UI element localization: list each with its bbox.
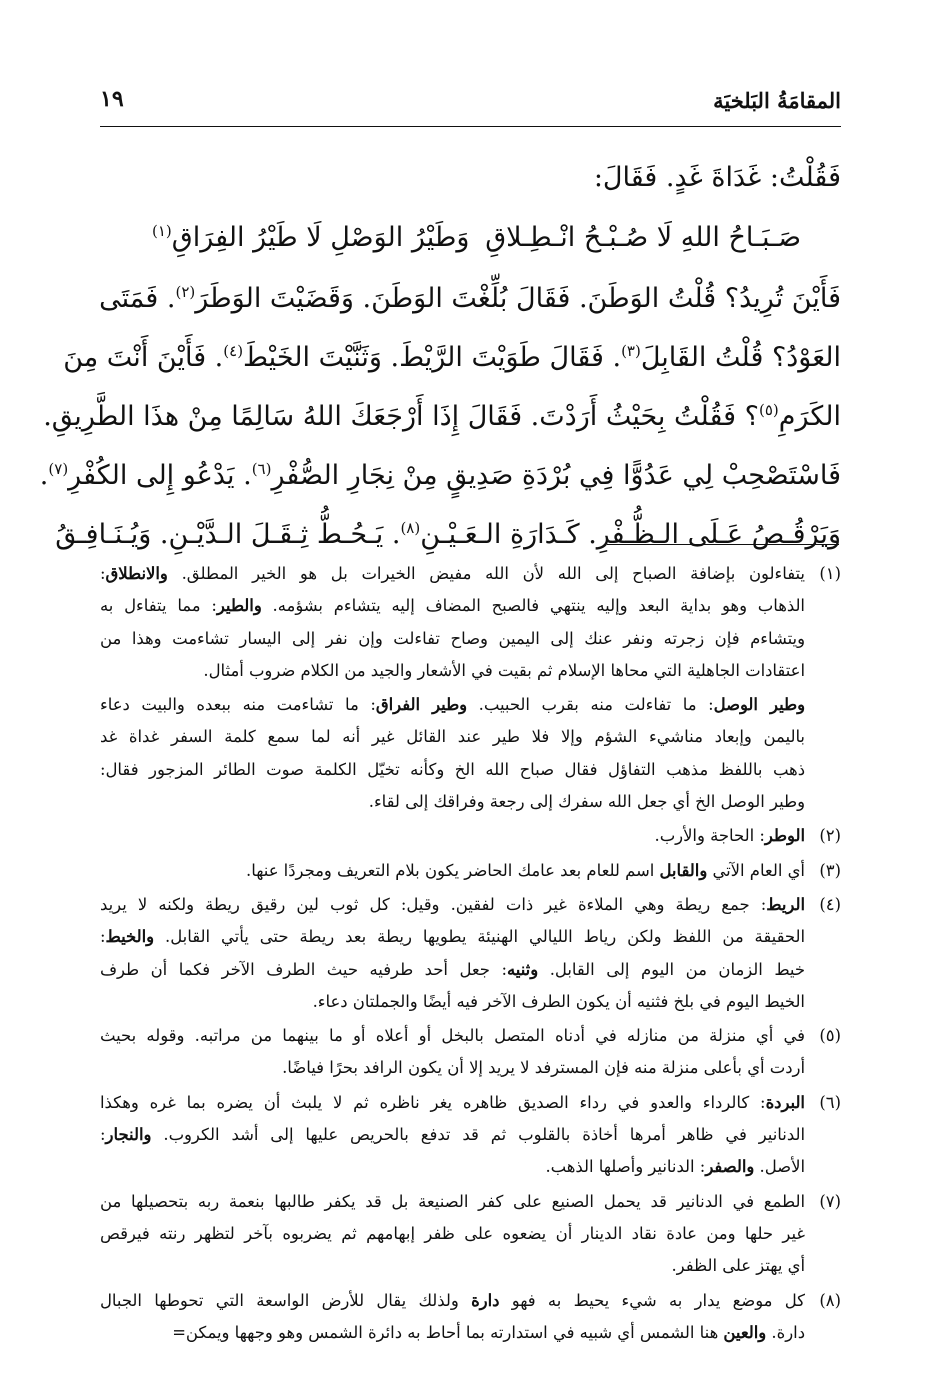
footnote-5 <box>100 1020 841 1087</box>
footnote-ref: (٧) <box>48 460 69 478</box>
main-text <box>39 148 841 564</box>
running-title: المقامَةُ البَلخيَة <box>713 88 841 113</box>
main-line-2: فَأَيْنَ تُرِيدُ؟ قُلْتُ الوَطَنَ. فَقَالَ بُلِّغْتَ الوَطَنَ. وَقَضَيْتَ الوَطَرَ$^{(٢)}$. فَمَتَى <box>99 283 841 314</box>
header-rule <box>100 126 841 127</box>
footnote-1 <box>100 558 841 820</box>
footnote-ref: (٣) <box>621 342 641 360</box>
main-line-3: العَوْدُ؟ قُلْتُ القَابِلَ$^{(٣)}$. فَقَالَ طَوَيْتَ الرَّيْطَ. وَثَنَّيْتَ الخَيْطَ$^{(٤)}$. فَأَيْنَ أَنْتَ مِنَ <box>63 342 841 373</box>
page-number: ١٩ <box>100 86 124 112</box>
footnote-line: وطير الوصل الخ أي جعل الله سفرك إلى رجعة وفراقك إلى لقاء. <box>368 792 805 812</box>
footnote-line: الطمع في الدنانير قد يحمل الصنيع على كفر الصنيعة بل قد يكفر طالبها بنعمة ربه بتحصيلها من <box>100 1191 805 1211</box>
footnote-3 <box>100 855 841 889</box>
footnote-6 <box>100 1087 841 1186</box>
footnote-line: الحقيقة من اللفظ ولكن رياط الليالي الهنيئة يطويها ريطة بعد ريطة حتى يأتي القابل. والخيط: <box>100 927 805 947</box>
footnote-line: وطير الوصل: ما تفاءلت منه بقرب الحبيب. وطير الفراق: ما تشاءمت منه ببعده والبيت دعاء <box>100 695 805 715</box>
footnote-4 <box>100 889 841 1020</box>
footnote-line: ذهب باللفظ مذهب التفاؤل فقال صباح الله الخ وكأنه تخيّل الكلمة صوت الطائر المزجور فقال: <box>100 759 805 779</box>
footnote-number: (٤) <box>819 894 841 914</box>
footnote-line: الوطر: الحاجة والأرب. <box>654 826 805 846</box>
footnote-ref: (٤) <box>223 342 244 360</box>
footnote-line: كل موضع يدار به شيء يحيط به فهو دارة ولذلك يقال للأرض الواسعة التي تحوطها الجبال <box>100 1290 805 1310</box>
footnotes <box>100 558 841 1351</box>
footnote-number: (٣) <box>819 860 841 880</box>
main-line-5: فَاسْتَصْحِبْ لِي عَدُوًّا فِي بُرْدَةِ صَدِيقٍ مِنْ نِجَارِ الصُّفْرِ$^{(٦)}$. يَدْعُو إِلى الكُفْرِ$^{(٧)}$. <box>39 460 841 491</box>
verse <box>100 207 841 269</box>
footnote-7 <box>100 1186 841 1285</box>
footnote-line: البردة: كالرداء والعدو في رداء الصديق ظاهره يغر ناظره ثم لا يلبث أن يضره بما غره وهكذا <box>100 1092 805 1112</box>
footnote-line: خيط الزمان من اليوم إلى القابل. وثنيه: جعل أحد طرفيه حيث الطرف الآخر فكما أن طرف <box>100 959 805 979</box>
footnote-number: (٢) <box>819 826 841 846</box>
footnote-line: الأصل. والصفر: الدنانير وأصلها الذهب. <box>545 1157 805 1177</box>
footnote-ref: (٥) <box>758 401 779 419</box>
footnote-line: يتفاءلون بإضافة الصباح إلى الله لأن الله مفيض الخيرات بل هو الخير المطلق. والانطلاق: <box>100 564 805 583</box>
footnote-line: ويتشاءم فإن زجرته ونفر عنك إلى اليمين وصاح تفاءلت وإن نفر إلى اليسار تشاءمت وهذا من <box>100 628 805 648</box>
footnote-line: الريط: جمع ريطة وهي الملاءة غير ذات لفقين. وقيل: كل ثوب لين رقيق ريطة ولكنه لا يريد <box>100 894 805 914</box>
footnote-line: باليمن وإبعاد مناشيء الشؤم وإلا فلا طير عند القائل غير أنه لما سمع كلمة السفر غداة غد <box>100 727 805 747</box>
footnote-line: أردت أي بأعلى منزلة منه فإن المسترفد لا يريد إلا أن يكون الرافد بحرًا فياضًا. <box>282 1058 805 1078</box>
footnote-line: أي العام الآتي والقابل اسم للعام بعد عامك الحاضر يكون بلام التعريف ومجردًا عنها. <box>245 860 805 880</box>
footnote-line: الدنانير في ظاهر أمرها أخاذة بالقلوب ثم قد تدفع بالحريص عليها إلى أشد الكروب. والنجار: <box>100 1125 805 1145</box>
footnote-ref: (٦) <box>251 460 272 478</box>
footnote-ref: (٨) <box>400 519 421 537</box>
footnote-8 <box>100 1285 841 1352</box>
main-line-1: فَقُلْتُ: غَدَاةَ غَدٍ. فَقَالَ: <box>593 162 841 193</box>
footnote-line: الخيط اليوم في بلخ فثنيه أن يكون الطرف الآخر فيه أيضًا والجملتان دعاء. <box>312 991 805 1011</box>
footnote-line: أي يهتز على الظفر. <box>671 1256 805 1276</box>
page-header <box>100 78 841 126</box>
footnote-line: في أي منزلة من منازله في أدناه المتصل بالبخل أو أعلاه أو ما بينهما من مراتبه. وقوله بحيث <box>100 1026 805 1046</box>
footnote-number: (١) <box>819 564 841 583</box>
verse-first-hemistich: صَـبَـاحُ اللهِ لَا صُـبْـحُ انْـطِـلاقِ <box>485 222 801 253</box>
footnote-number: (٦) <box>819 1092 841 1112</box>
footnote-line: الذهاب وهو بداية البعد وإليه ينتهي فالصبح المضاف إليه يتشاءم بشؤمه. والطير: مما يتفاءل به <box>100 596 805 616</box>
footnote-line: غير حلها ومن عادة نقاد الدينار أن يضعوه على ظفر إبهامهم ثم يضربوه بآخر لتظهر رنته فيرقص <box>100 1223 805 1243</box>
footnote-separator <box>607 544 839 545</box>
footnote-ref: (٢) <box>175 283 196 301</box>
footnote-line: دارة. والعين هنا الشمس أي شبيه في استدارته بما أحاط به دائرة الشمس وهو وجهها ويمكن= <box>172 1322 805 1342</box>
main-line-6: وَيَرْقُـصُ عَـلَى الـظُّـفْرِ. كَـدَارَةِ الـعَـيْـنِ$^{(٨)}$. يَـحُـطُّ ثِـقَـلَ الـدَّيْـنِ. وَيُـنَـافِـقُ <box>55 519 841 550</box>
main-line-4: الكَرَمِ$^{(٥)}$؟ فَقُلْتُ بِحَيْثُ أَرَدْتَ. فَقَالَ إِذَا أَرْجَعَكَ اللهُ سَالِمًا مِنْ هذَا الطَّرِيقِ. <box>43 401 841 432</box>
footnote-number: (٨) <box>819 1290 841 1310</box>
footnote-line: اعتقادات الجاهلية التي محاها الإسلام ثم بقيت في الأشعار والجيد من الكلام ضروب أمثال. <box>203 660 805 680</box>
footnote-number: (٥) <box>819 1026 841 1046</box>
footnote-2 <box>100 820 841 854</box>
footnote-ref: (١) <box>152 222 172 240</box>
verse-second-hemistich: وَطَيْرُ الوَصْلِ لَا طَيْرُ الفِرَاقِ$^{(١)}$ <box>152 222 470 253</box>
footnote-number: (٧) <box>819 1191 841 1211</box>
